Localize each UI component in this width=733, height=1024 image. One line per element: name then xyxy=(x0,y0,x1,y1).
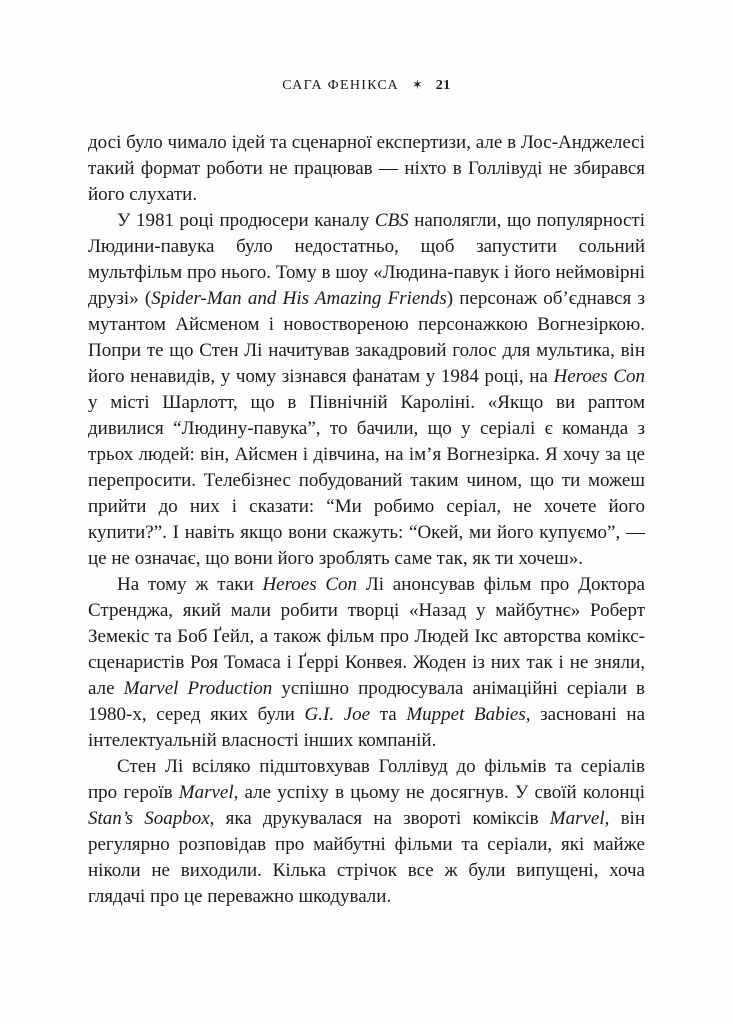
text-run: Стен Лі всіляко підштовхував Голлівуд до фільмів та серіалів про героїв xyxy=(88,756,645,803)
chapter-title: САГА ФЕНІКСА xyxy=(282,78,399,93)
italic-text-run: Muppet Babies, xyxy=(406,704,531,725)
italic-text-run: Marvel xyxy=(549,808,605,829)
text-run: , він регулярно розповідав про майбутні фільми та серіали, які майже ніколи не виходили. Кілька стрічок все ж були випущені, хоча глядачі про це переважно шкодували. xyxy=(88,808,645,907)
running-head xyxy=(88,78,645,94)
star-separator-icon: ✶ xyxy=(411,77,423,92)
italic-text-run: G.I. Joe xyxy=(304,704,371,725)
text-run: та xyxy=(370,704,407,725)
text-run: у місті Шарлотт, що в Північній Кароліні. «Якщо ви раптом дивилися “Людину-павука”, то бачили, що у серіалі є команда з трьох людей: він, Айсмен і дівчина, на ім’я Вогнезірка. Я хочу за це перепросити. Телебізнес побудований таким чином, що ти можеш прийти до них і сказати: “Ми робимо серіал, не хочете його купити?”. І навіть якщо вони скажуть: “Окей, ми його купуємо”, — це не означає, що вони його зроблять саме так, як ти хочеш». xyxy=(88,392,645,569)
italic-text-run: Marvel xyxy=(178,782,234,803)
italic-text-run: Stan’s Soapbox xyxy=(88,808,210,829)
italic-text-run: Heroes Con xyxy=(553,366,645,387)
paragraph xyxy=(88,754,645,910)
page-body xyxy=(88,130,645,910)
italic-text-run: CBS xyxy=(374,210,409,231)
text-run: ) персонаж об’єднався з мутантом Айсменом і новоствореною персонажкою Вогнезіркою. Попри те що Стен Лі начитував закадровий голос для мультика, він його ненавидів, у чому зізнався фанатам у 1984 році, на xyxy=(88,288,645,387)
paragraph xyxy=(88,572,645,754)
text-run: На тому ж таки xyxy=(117,574,263,595)
text-run: наполягли, що популярності Людини-павука було недостатньо, щоб запустити сольний мультфільм про нього. Тому в шоу «Людина-павук і його неймовірні друзі» ( xyxy=(88,210,645,309)
text-run: , але успіху в цьому не досягнув. У своїй колонці xyxy=(233,782,645,803)
italic-text-run: Heroes Con xyxy=(262,574,358,595)
page-number: 21 xyxy=(435,78,451,93)
text-run: успішно продюсувала анімаційні серіали в 1980-х, серед яких були xyxy=(88,678,646,725)
paragraph xyxy=(88,130,645,208)
text-run: засновані на інтелектуальній власності інших компаній. xyxy=(88,704,646,751)
text-run: , яка друкувалася на звороті коміксів xyxy=(209,808,550,829)
italic-text-run: Marvel Production xyxy=(123,678,273,699)
text-run: У 1981 році продюсери каналу xyxy=(117,210,375,231)
italic-text-run: Spider-Man and His Amazing Friends xyxy=(151,288,447,309)
text-run: досі було чимало ідей та сценарної експертизи, але в Лос-Анджелесі такий формат роботи не працював — ніхто в Голлівуді не збирався його слухати. xyxy=(88,132,645,205)
paragraph xyxy=(88,208,645,572)
text-run: Лі анонсував фільм про Доктора Стренджа, який мали робити творці «Назад у майбутнє» Роберт Земекіс та Боб Ґейл, а також фільм про Людей Ікс авторства комікс-сценаристів Роя Томаса і Ґеррі Конвея. Жоден із них так і не зняли, але xyxy=(88,574,645,699)
